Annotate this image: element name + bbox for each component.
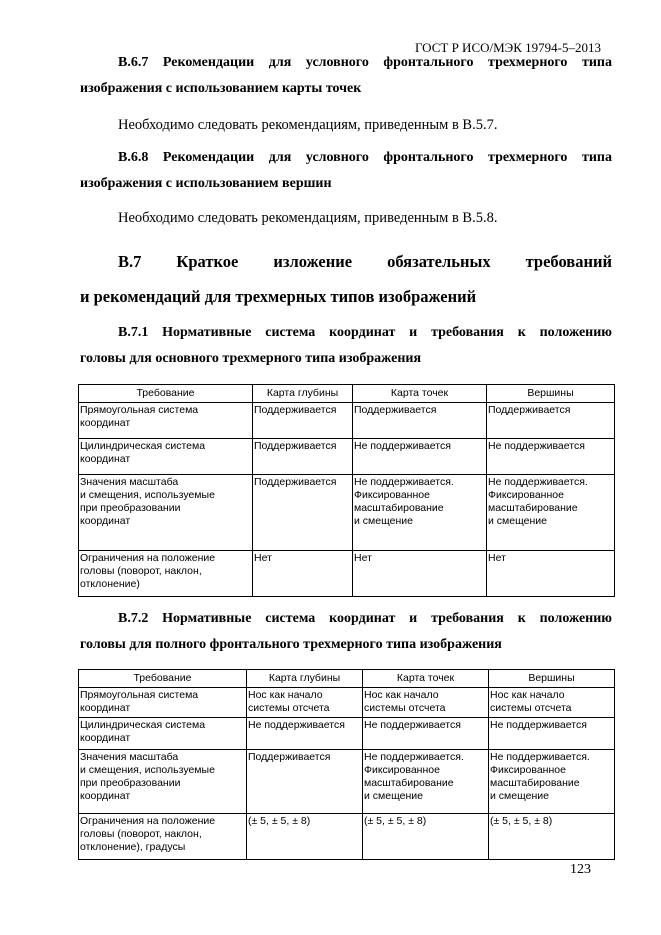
subsection-b67-body: Необходимо следовать рекомендациям, приведенным в В.5.7. xyxy=(118,117,498,133)
subsection-b67-title-line2: изображения с использованием карты точек xyxy=(80,81,362,96)
table-row xyxy=(79,688,615,718)
table-cell: Не поддерживается. Фиксированное масштабирование и смещение xyxy=(353,475,487,551)
section-b7-title-line1: В.7 Краткое изложение обязательных требований xyxy=(118,252,612,271)
table-cell: Не поддерживается xyxy=(363,718,489,750)
document-header: ГОСТ Р ИСО/МЭК 19794-5–2013 xyxy=(414,40,601,55)
table-row xyxy=(79,718,615,750)
column-header-point-map: Карта точек xyxy=(363,670,489,688)
table-cell: (± 5, ± 5, ± 8) xyxy=(247,814,363,860)
table-cell: Нос как начало системы отсчета xyxy=(489,688,615,718)
column-header-vertices: Вершины xyxy=(489,670,615,688)
table-cell: Ограничения на положение головы (поворот, наклон, отклонение) xyxy=(79,551,253,597)
subsection-b71-title xyxy=(80,320,612,372)
table-header-row xyxy=(79,670,615,688)
requirements-table-full-frontal xyxy=(78,669,615,860)
section-b7-title-line2: и рекомендаций для трехмерных типов изображений xyxy=(80,287,477,306)
subsection-b71-title-line1: В.7.1 Нормативные система координат и требования к положению xyxy=(118,325,612,340)
column-header-requirement: Требование xyxy=(79,385,253,403)
table-row xyxy=(79,403,615,439)
subsection-b67-title-line1: В.6.7 Рекомендации для условного фронтального трехмерного типа xyxy=(118,55,612,70)
column-header-depth-map: Карта глубины xyxy=(247,670,363,688)
table-cell: Не поддерживается xyxy=(247,718,363,750)
table-row xyxy=(79,750,615,814)
table-row xyxy=(79,439,615,475)
table-cell: Поддерживается xyxy=(353,403,487,439)
table-cell: Не поддерживается. Фиксированное масштабирование и смещение xyxy=(487,475,615,551)
column-header-depth-map: Карта глубины xyxy=(253,385,353,403)
subsection-b72-title xyxy=(80,606,612,658)
table-cell: Не поддерживается xyxy=(487,439,615,475)
section-b7-title xyxy=(80,244,612,314)
subsection-b68-title xyxy=(80,145,612,197)
table-cell: Нет xyxy=(353,551,487,597)
table-cell: Ограничения на положение головы (поворот, наклон, отклонение), градусы xyxy=(79,814,247,860)
subsection-b67-title xyxy=(80,50,612,102)
table-cell: Поддерживается xyxy=(253,403,353,439)
table-cell: (± 5, ± 5, ± 8) xyxy=(363,814,489,860)
table-cell: Цилиндрическая система координат xyxy=(79,718,247,750)
table-cell: Не поддерживается. Фиксированное масштабирование и смещение xyxy=(363,750,489,814)
table-cell: Поддерживается xyxy=(253,439,353,475)
table-cell: Значения масштаба и смещения, используемые при преобразовании координат xyxy=(79,475,253,551)
table-row xyxy=(79,475,615,551)
column-header-vertices: Вершины xyxy=(487,385,615,403)
subsection-b72-title-line2: головы для полного фронтального трехмерного типа изображения xyxy=(80,637,502,652)
table-cell: (± 5, ± 5, ± 8) xyxy=(489,814,615,860)
table-cell: Поддерживается xyxy=(247,750,363,814)
table-cell: Нос как начало системы отсчета xyxy=(247,688,363,718)
table-cell: Не поддерживается xyxy=(353,439,487,475)
column-header-requirement: Требование xyxy=(79,670,247,688)
table-row xyxy=(79,814,615,860)
table-cell: Нет xyxy=(487,551,615,597)
subsection-b68-body: Необходимо следовать рекомендациям, приведенным в В.5.8. xyxy=(118,210,498,226)
subsection-b68-title-line1: В.6.8 Рекомендации для условного фронтального трехмерного типа xyxy=(118,150,612,165)
column-header-point-map: Карта точек xyxy=(353,385,487,403)
table-cell: Значения масштаба и смещения, используемые при преобразовании координат xyxy=(79,750,247,814)
requirements-table-basic xyxy=(78,384,615,597)
table-cell: Прямоугольная система координат xyxy=(79,688,247,718)
table-cell: Поддерживается xyxy=(253,475,353,551)
table-cell: Нос как начало системы отсчета xyxy=(363,688,489,718)
table-cell: Цилиндрическая система координат xyxy=(79,439,253,475)
table-row xyxy=(79,551,615,597)
table-cell: Поддерживается xyxy=(487,403,615,439)
subsection-b71-title-line2: головы для основного трехмерного типа изображения xyxy=(80,351,422,366)
table-header-row xyxy=(79,385,615,403)
subsection-b72-title-line1: В.7.2 Нормативные система координат и требования к положению xyxy=(118,611,612,626)
subsection-b68-title-line2: изображения с использованием вершин xyxy=(80,176,332,191)
table-cell: Не поддерживается xyxy=(489,718,615,750)
page-number: 123 xyxy=(570,862,591,877)
table-cell: Не поддерживается. Фиксированное масштабирование и смещение xyxy=(489,750,615,814)
table-cell: Прямоугольная система координат xyxy=(79,403,253,439)
table-cell: Нет xyxy=(253,551,353,597)
